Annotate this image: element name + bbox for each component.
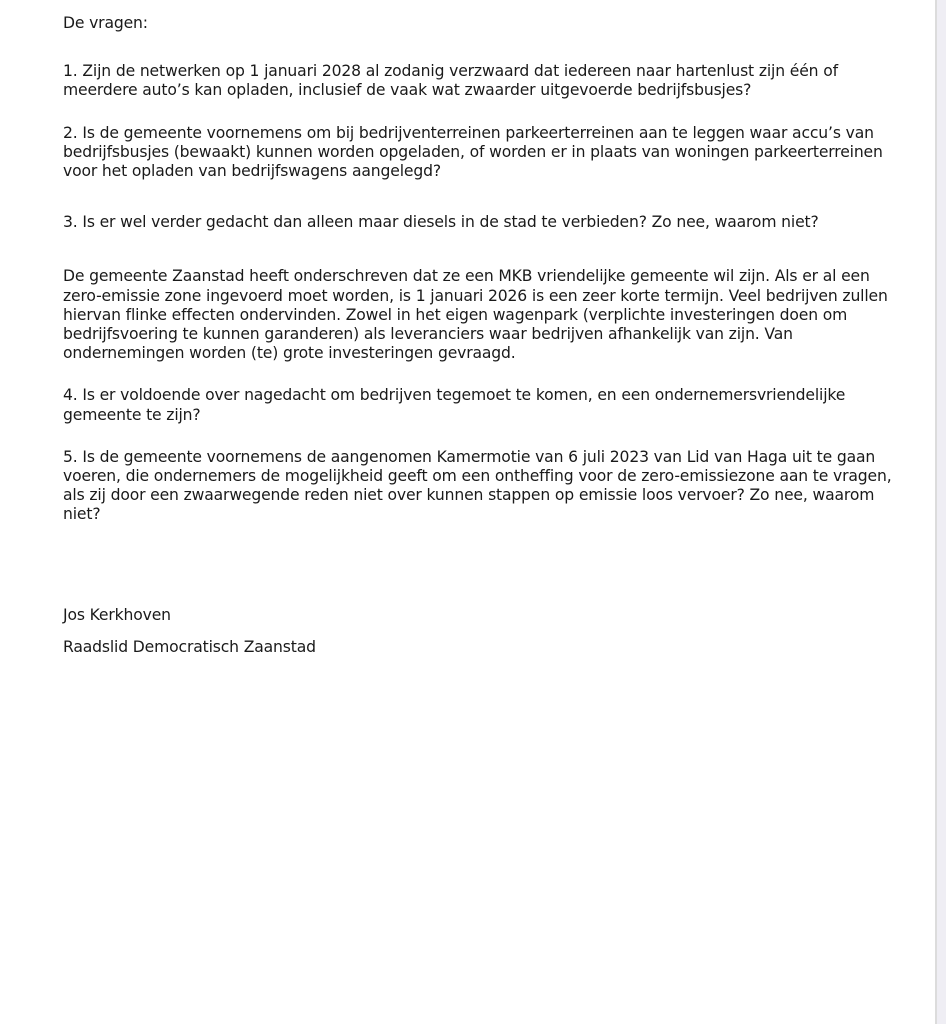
heading-text: De vragen: [63, 14, 148, 32]
question-4 [63, 386, 903, 424]
intro-line: hiervan flinke effecten ondervinden. Zowel in het eigen wagenpark (verplichte investeringen doen om [63, 305, 848, 324]
question-1-line: meerdere auto’s kan opladen, inclusief de vaak wat zwaarder uitgevoerde bedrijfsbusjes? [63, 81, 752, 100]
intro-line: zero-emissie zone ingevoerd moet worden, is 1 januari 2026 is een zeer korte termijn. Veel bedrijven zullen [63, 286, 888, 305]
question-3 [63, 213, 903, 232]
signature-title-text: Raadslid Democratisch Zaanstad [63, 637, 316, 656]
question-2-line: voor het opladen van bedrijfswagens aangelegd? [63, 162, 441, 181]
question-5 [63, 448, 903, 525]
question-2-line: 2. Is de gemeente voornemens om bij bedrijventerreinen parkeerterreinen aan te leggen waar accu’s van [63, 123, 874, 142]
question-4-line: gemeente te zijn? [63, 405, 201, 424]
question-4-line: 4. Is er voldoende over nagedacht om bedrijven tegemoet te komen, en een ondernemersvriendelijke [63, 386, 846, 405]
section-heading [63, 14, 903, 33]
intro-paragraph [63, 267, 903, 363]
intro-line: De gemeente Zaanstad heeft onderschreven dat ze een MKB vriendelijke gemeente wil zijn. Als er al een [63, 267, 870, 286]
question-5-line: 5. Is de gemeente voornemens de aangenomen Kamermotie van 6 juli 2023 van Lid van Haga uit te gaan [63, 447, 876, 466]
signature-title [63, 638, 903, 657]
intro-line: bedrijfsvoering te kunnen garanderen) als leveranciers waar bedrijven afhankelijk van zijn. Van [63, 325, 793, 344]
question-2-line: bedrijfsbusjes (bewaakt) kunnen worden opgeladen, of worden er in plaats van woningen parkeerterreinen [63, 142, 883, 161]
question-5-line: voeren, die ondernemers de mogelijkheid geeft om een ontheffing voor de zero-emissiezone aan te vragen, [63, 467, 892, 486]
document-content [63, 14, 903, 657]
question-2 [63, 124, 903, 182]
signature-name [63, 606, 903, 625]
question-3-line: 3. Is er wel verder gedacht dan alleen maar diesels in de stad te verbieden? Zo nee, waarom niet? [63, 213, 819, 232]
question-5-line: niet? [63, 505, 101, 524]
signature-name-text: Jos Kerkhoven [63, 605, 171, 624]
vertical-scrollbar-track[interactable] [935, 0, 946, 1024]
question-5-line: als zij door een zwaarwegende reden niet over kunnen stappen op emissie loos vervoer? Zo nee, waarom [63, 486, 875, 505]
question-1 [63, 62, 903, 100]
intro-line: ondernemingen worden (te) grote investeringen gevraagd. [63, 344, 516, 363]
question-1-line: 1. Zijn de netwerken op 1 januari 2028 al zodanig verzwaard dat iedereen naar hartenlust zijn één of [63, 62, 838, 81]
